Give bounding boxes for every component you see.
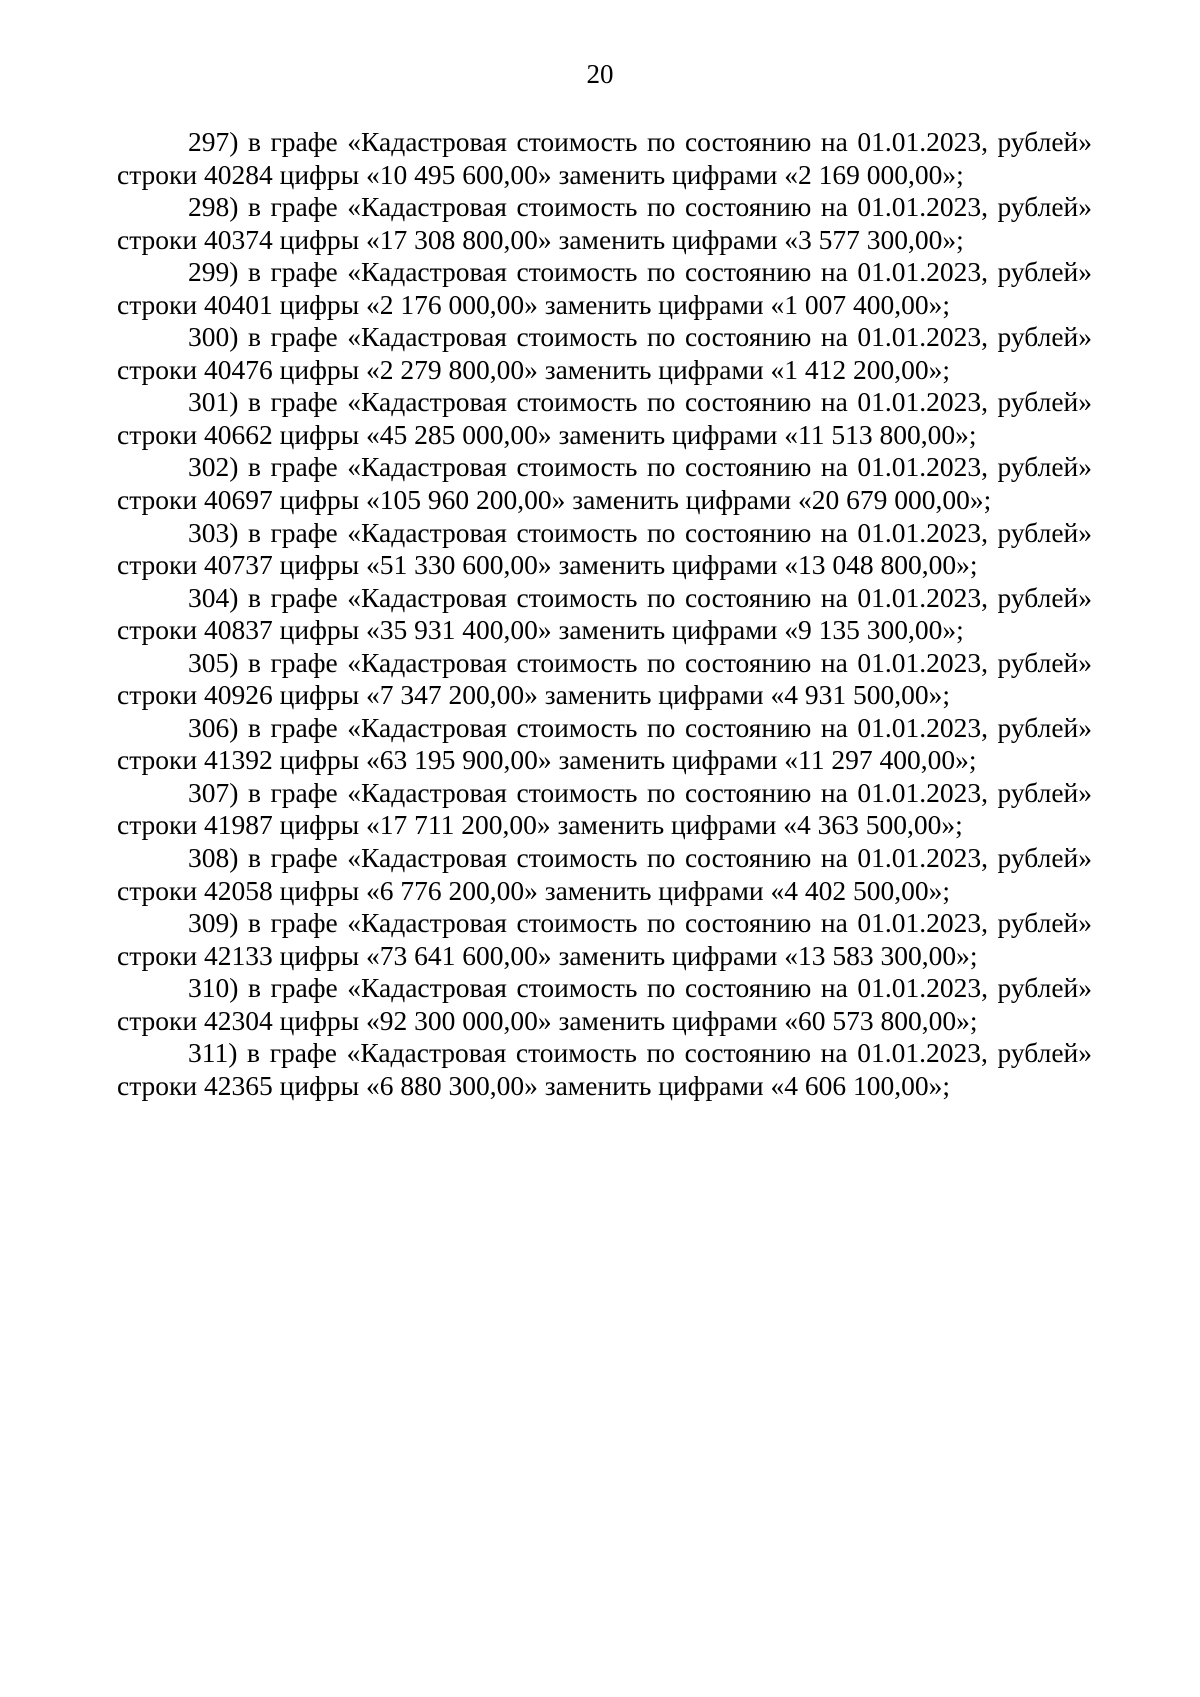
list-item: 301) в графе «Кадастровая стоимость по состоянию на 01.01.2023, рублей» строки 40662 цифры «45 285 000,00» заменить цифрами «11 513 800,00»; <box>117 386 1092 450</box>
list-item: 300) в графе «Кадастровая стоимость по состоянию на 01.01.2023, рублей» строки 40476 цифры «2 279 800,00» заменить цифрами «1 412 200,00»; <box>117 321 1092 385</box>
list-item: 303) в графе «Кадастровая стоимость по состоянию на 01.01.2023, рублей» строки 40737 цифры «51 330 600,00» заменить цифрами «13 048 800,00»; <box>117 516 1092 581</box>
list-item: 298) в графе «Кадастровая стоимость по состоянию на 01.01.2023, рублей» строки 40374 цифры «17 308 800,00» заменить цифрами «3 577 300,00»; <box>117 191 1092 255</box>
list-item: 305) в графе «Кадастровая стоимость по состоянию на 01.01.2023, рублей» строки 40926 цифры «7 347 200,00» заменить цифрами «4 931 500,00»; <box>117 646 1092 711</box>
list-item: 302) в графе «Кадастровая стоимость по состоянию на 01.01.2023, рублей» строки 40697 цифры «105 960 200,00» заменить цифрами «20 679 000,00»; <box>117 451 1092 516</box>
list-item: 297) в графе «Кадастровая стоимость по состоянию на 01.01.2023, рублей» строки 40284 цифры «10 495 600,00» заменить цифрами «2 169 000,00»; <box>117 126 1092 190</box>
list-item: 306) в графе «Кадастровая стоимость по состоянию на 01.01.2023, рублей» строки 41392 цифры «63 195 900,00» заменить цифрами «11 297 400,00»; <box>117 711 1092 776</box>
list-item: 310) в графе «Кадастровая стоимость по состоянию на 01.01.2023, рублей» строки 42304 цифры «92 300 000,00» заменить цифрами «60 573 800,00»; <box>117 972 1092 1036</box>
list-item: 299) в графе «Кадастровая стоимость по состоянию на 01.01.2023, рублей» строки 40401 цифры «2 176 000,00» заменить цифрами «1 007 400,00»; <box>117 256 1092 320</box>
document-body <box>117 126 1092 1102</box>
page-number: 20 <box>586 59 614 89</box>
list-item: 304) в графе «Кадастровая стоимость по состоянию на 01.01.2023, рублей» строки 40837 цифры «35 931 400,00» заменить цифрами «9 135 300,00»; <box>117 581 1092 646</box>
list-item: 308) в графе «Кадастровая стоимость по состоянию на 01.01.2023, рублей» строки 42058 цифры «6 776 200,00» заменить цифрами «4 402 500,00»; <box>117 842 1092 906</box>
list-item: 309) в графе «Кадастровая стоимость по состоянию на 01.01.2023, рублей» строки 42133 цифры «73 641 600,00» заменить цифрами «13 583 300,00»; <box>117 907 1092 971</box>
list-item: 311) в графе «Кадастровая стоимость по состоянию на 01.01.2023, рублей» строки 42365 цифры «6 880 300,00» заменить цифрами «4 606 100,00»; <box>117 1037 1092 1101</box>
list-item: 307) в графе «Кадастровая стоимость по состоянию на 01.01.2023, рублей» строки 41987 цифры «17 711 200,00» заменить цифрами «4 363 500,00»; <box>117 776 1092 841</box>
